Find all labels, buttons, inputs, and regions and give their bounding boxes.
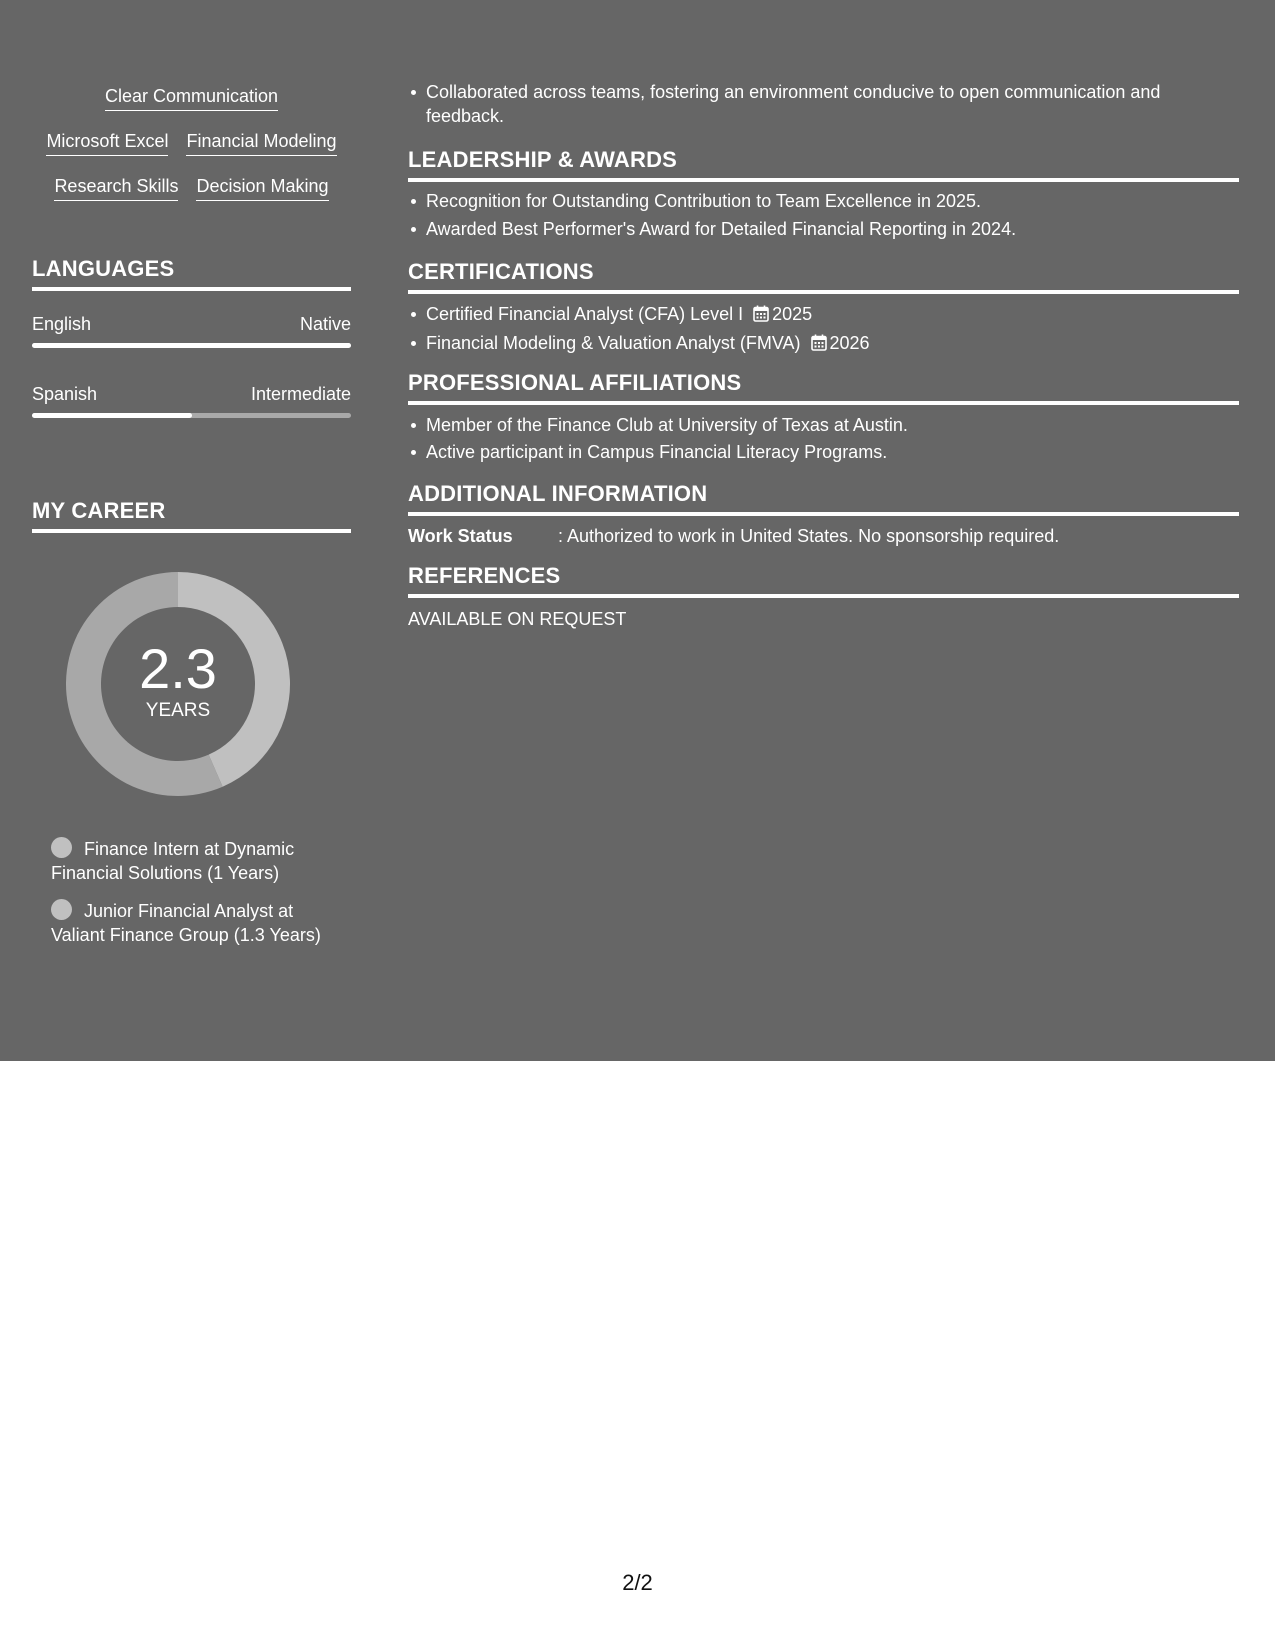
skill-tag: Financial Modeling <box>186 129 336 156</box>
skill-row <box>32 129 351 174</box>
language-progress-fill <box>32 413 192 418</box>
certification-year: 2025 <box>772 304 813 324</box>
work-status-label: Work Status <box>408 526 513 546</box>
legend-dot-icon <box>51 837 72 858</box>
language-progress-bar <box>32 413 351 418</box>
career-legend-item <box>51 837 321 885</box>
career-section <box>32 497 351 945</box>
certification-year: 2026 <box>829 333 870 353</box>
work-status-value: : Authorized to work in United States. No sponsorship required. <box>558 526 1060 546</box>
language-progress-bar <box>32 343 351 348</box>
references-section <box>408 562 1239 631</box>
skill-row <box>32 174 351 219</box>
calendar-icon <box>753 304 769 328</box>
certification-name: Certified Financial Analyst (CFA) Level I <box>426 304 744 324</box>
leadership-item: Awarded Best Performer's Award for Detailed Financial Reporting in 2024. <box>426 217 1239 241</box>
language-item <box>32 383 351 418</box>
affiliations-heading: PROFESSIONAL AFFILIATIONS <box>408 369 1239 405</box>
certification-item <box>426 302 1239 328</box>
affiliation-item: Active participant in Campus Financial Literacy Programs. <box>426 440 1239 464</box>
skill-tag: Clear Communication <box>105 84 278 111</box>
leadership-section <box>408 146 1239 241</box>
page-number: 2/2 <box>622 1570 653 1595</box>
work-status-row <box>408 524 1239 548</box>
career-total-years: 2.3 <box>139 637 217 700</box>
affiliation-item: Member of the Finance Club at University of Texas at Austin. <box>426 413 1239 437</box>
language-level: Native <box>299 314 351 334</box>
experience-tail <box>408 80 1239 128</box>
affiliations-section <box>408 369 1239 464</box>
additional-info-heading: ADDITIONAL INFORMATION <box>408 480 1239 516</box>
languages-heading: LANGUAGES <box>32 255 351 291</box>
language-name: English <box>32 314 92 334</box>
certifications-heading: CERTIFICATIONS <box>408 258 1239 294</box>
language-level: Intermediate <box>250 384 351 404</box>
skill-row <box>32 84 351 129</box>
leadership-item: Recognition for Outstanding Contribution to Team Excellence in 2025. <box>426 189 1239 213</box>
references-heading: REFERENCES <box>408 562 1239 598</box>
leadership-heading: LEADERSHIP & AWARDS <box>408 146 1239 182</box>
languages-section <box>32 255 351 404</box>
certification-name: Financial Modeling & Valuation Analyst (FMVA) <box>426 333 801 353</box>
skill-tag: Decision Making <box>196 174 328 201</box>
career-legend <box>51 837 321 961</box>
career-donut-chart <box>66 572 290 796</box>
skill-tag: Research Skills <box>54 174 178 201</box>
experience-bullet: Collaborated across teams, fostering an environment conducive to open communication and feedback. <box>426 80 1239 128</box>
legend-dot-icon <box>51 899 72 920</box>
references-text: AVAILABLE ON REQUEST <box>408 609 627 629</box>
skill-tag: Microsoft Excel <box>46 129 168 156</box>
language-name: Spanish <box>32 384 98 404</box>
language-item <box>32 313 351 348</box>
certification-item <box>426 331 1239 357</box>
skills-list <box>32 84 351 219</box>
additional-info-section <box>408 480 1239 548</box>
career-years-unit: YEARS <box>145 700 211 721</box>
language-progress-fill <box>32 343 351 348</box>
career-heading: MY CAREER <box>32 497 351 533</box>
calendar-icon <box>811 333 827 357</box>
career-role: Finance Intern at Dynamic Financial Solutions (1 Years) <box>51 839 295 883</box>
certifications-section <box>408 258 1239 357</box>
career-role: Junior Financial Analyst at Valiant Finance Group (1.3 Years) <box>51 901 321 945</box>
career-legend-item <box>51 899 321 947</box>
